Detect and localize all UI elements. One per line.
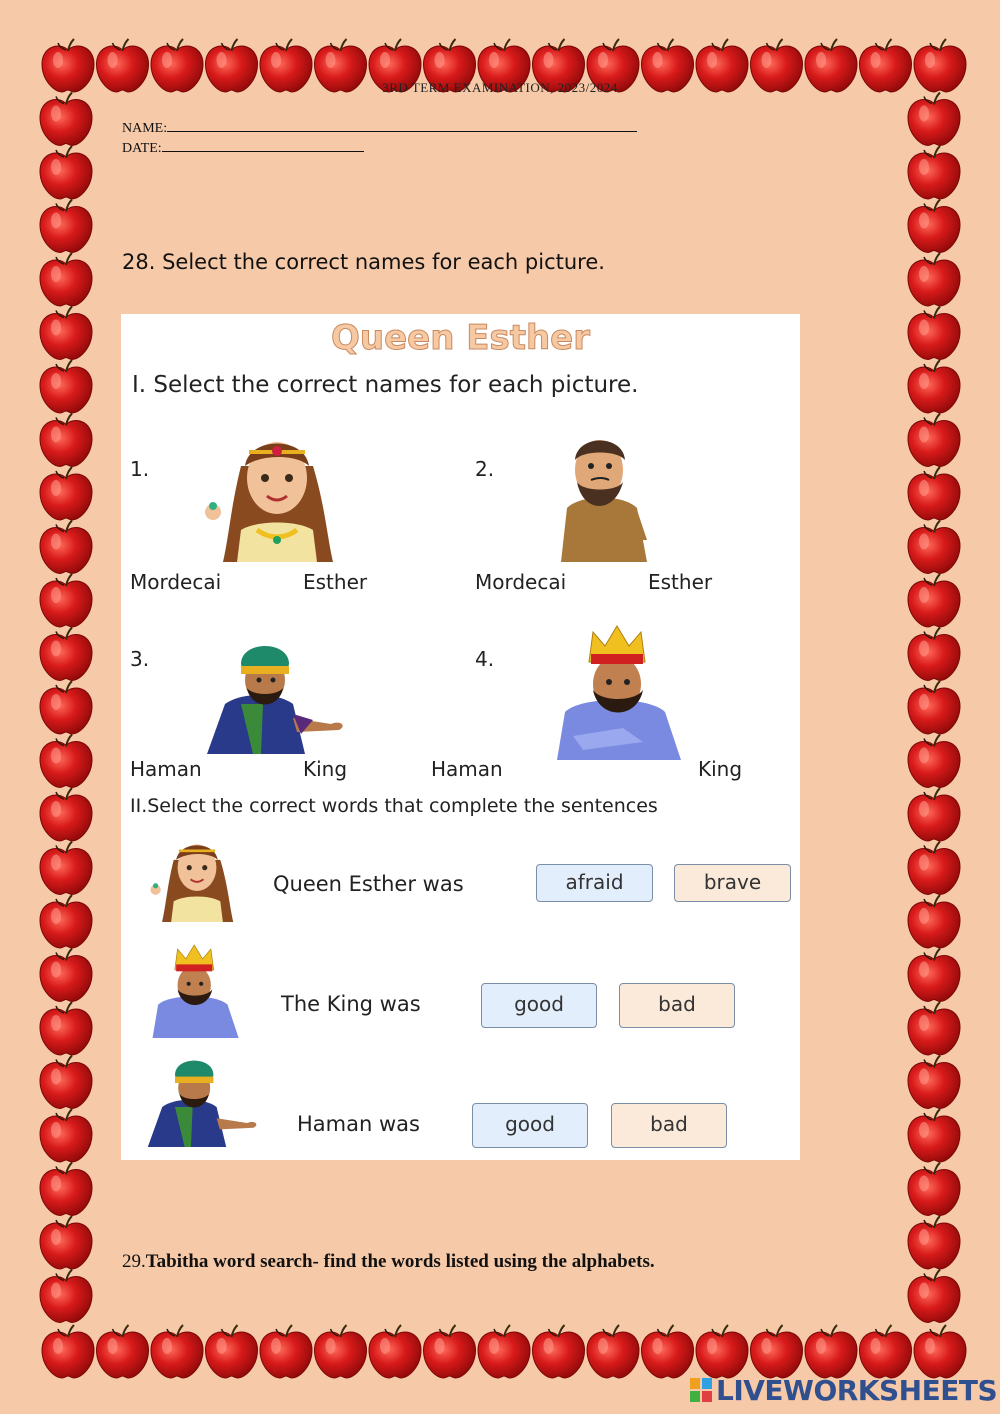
apple-icon [908, 360, 960, 413]
liveworksheets-logo: LIVEWORKSHEETS [716, 1374, 998, 1407]
apple-icon [908, 1002, 960, 1055]
apple-icon [206, 1325, 258, 1378]
sentence-1-choice-afraid[interactable]: afraid [536, 864, 653, 902]
apple-icon [908, 735, 960, 788]
apple-icon [908, 1056, 960, 1109]
apple-icon [908, 200, 960, 253]
king-picture [553, 616, 689, 760]
item-3-option-1[interactable]: Haman [130, 757, 202, 781]
apple-icon [40, 414, 92, 467]
apple-icon [260, 1325, 312, 1378]
apple-icon [478, 1325, 530, 1378]
apple-icon [914, 1325, 966, 1378]
apple-icon [40, 200, 92, 253]
name-line [167, 120, 637, 132]
sentence-2-choice-bad[interactable]: bad [619, 983, 735, 1028]
sentence-3-choice-good[interactable]: good [472, 1103, 588, 1148]
apple-icon [40, 1002, 92, 1055]
apple-icon [42, 1325, 94, 1378]
exam-title: 3RD TERM EXAMINATION, 2023/2024 [382, 80, 618, 95]
item-1-number: 1. [130, 457, 150, 481]
item-3-option-2[interactable]: King [303, 757, 348, 781]
sentence-2-text: The King was [281, 992, 421, 1016]
apple-icon [908, 788, 960, 841]
apple-icon [908, 1216, 960, 1269]
sentence-1-esther-picture [147, 834, 247, 922]
liveworksheets-logo-icon [690, 1378, 712, 1402]
apple-icon [97, 1325, 149, 1378]
apple-icon [40, 735, 92, 788]
item-2-number: 2. [475, 457, 495, 481]
apple-icon [40, 842, 92, 895]
sentence-1-text: Queen Esther was [273, 872, 464, 896]
apple-icon [587, 1325, 639, 1378]
worksheet-title: Queen Esther [330, 318, 591, 358]
apple-icon [315, 1325, 367, 1378]
apple-icon [40, 307, 92, 360]
item-3-number: 3. [130, 647, 150, 671]
apple-icon [40, 93, 92, 146]
apple-icon [908, 307, 960, 360]
apple-icon [40, 253, 92, 306]
sentence-3-choice-bad[interactable]: bad [611, 1103, 727, 1148]
apple-icon [908, 681, 960, 734]
sentence-2-choice-good[interactable]: good [481, 983, 597, 1028]
part1-instruction: I. Select the correct names for each picture. [132, 372, 639, 398]
apple-icon [424, 1325, 476, 1378]
apple-icon [40, 146, 92, 199]
queen-esther-picture [201, 426, 353, 562]
apple-icon [40, 521, 92, 574]
apple-icon [40, 949, 92, 1002]
item-2-option-1[interactable]: Mordecai [475, 570, 567, 594]
apple-icon [908, 949, 960, 1002]
date-label: DATE: [122, 141, 162, 156]
name-label: NAME: [122, 121, 168, 136]
apple-icon [908, 253, 960, 306]
apple-icon [908, 895, 960, 948]
item-4-option-1[interactable]: Haman [431, 757, 503, 781]
apple-icon [40, 628, 92, 681]
question-28-prompt: 28. Select the correct names for each picture. [122, 250, 605, 274]
apple-icon [751, 1325, 803, 1378]
apple-icon [805, 1325, 857, 1378]
item-1-option-2[interactable]: Esther [303, 570, 368, 594]
worksheet-panel [121, 314, 800, 1160]
question-29-prompt: Tabitha word search- find the words listed using the alphabets. [145, 1251, 655, 1272]
question-29-number: 29. [122, 1251, 146, 1272]
apple-icon [642, 1325, 694, 1378]
apple-icon [908, 842, 960, 895]
apple-icon [533, 1325, 585, 1378]
apple-icon [40, 788, 92, 841]
sentence-2-king-picture [149, 938, 245, 1038]
apple-icon [908, 574, 960, 627]
apple-icon [151, 1325, 203, 1378]
apple-icon [696, 1325, 748, 1378]
date-line [162, 140, 364, 152]
apple-icon [908, 467, 960, 520]
apple-icon [40, 1056, 92, 1109]
apple-icon [40, 1163, 92, 1216]
apple-icon [40, 574, 92, 627]
haman-picture [201, 634, 351, 754]
apple-icon [40, 681, 92, 734]
apple-icon [908, 93, 960, 146]
apple-icon [40, 895, 92, 948]
item-1-option-1[interactable]: Mordecai [130, 570, 222, 594]
apple-icon [40, 1109, 92, 1162]
apple-icon [908, 1270, 960, 1323]
apple-icon [40, 467, 92, 520]
apple-icon [908, 1163, 960, 1216]
apple-icon [908, 628, 960, 681]
apple-icon [908, 146, 960, 199]
item-4-option-2[interactable]: King [698, 757, 743, 781]
item-2-option-2[interactable]: Esther [648, 570, 713, 594]
apple-icon [860, 1325, 912, 1378]
apple-icon [40, 1216, 92, 1269]
apple-icon [40, 360, 92, 413]
sentence-3-text: Haman was [297, 1112, 420, 1136]
item-4-number: 4. [475, 647, 495, 671]
name-field [122, 120, 637, 137]
apple-icon [40, 1270, 92, 1323]
question-29 [122, 1251, 655, 1273]
apple-icon [369, 1325, 421, 1378]
sentence-1-choice-brave[interactable]: brave [674, 864, 791, 902]
sentence-3-haman-picture [143, 1050, 263, 1148]
date-field [122, 140, 364, 157]
apple-icon [908, 414, 960, 467]
part2-instruction: II.Select the correct words that complete the sentences [130, 795, 658, 817]
apple-icon [908, 1109, 960, 1162]
apple-icon [908, 521, 960, 574]
mordecai-picture [547, 430, 657, 562]
